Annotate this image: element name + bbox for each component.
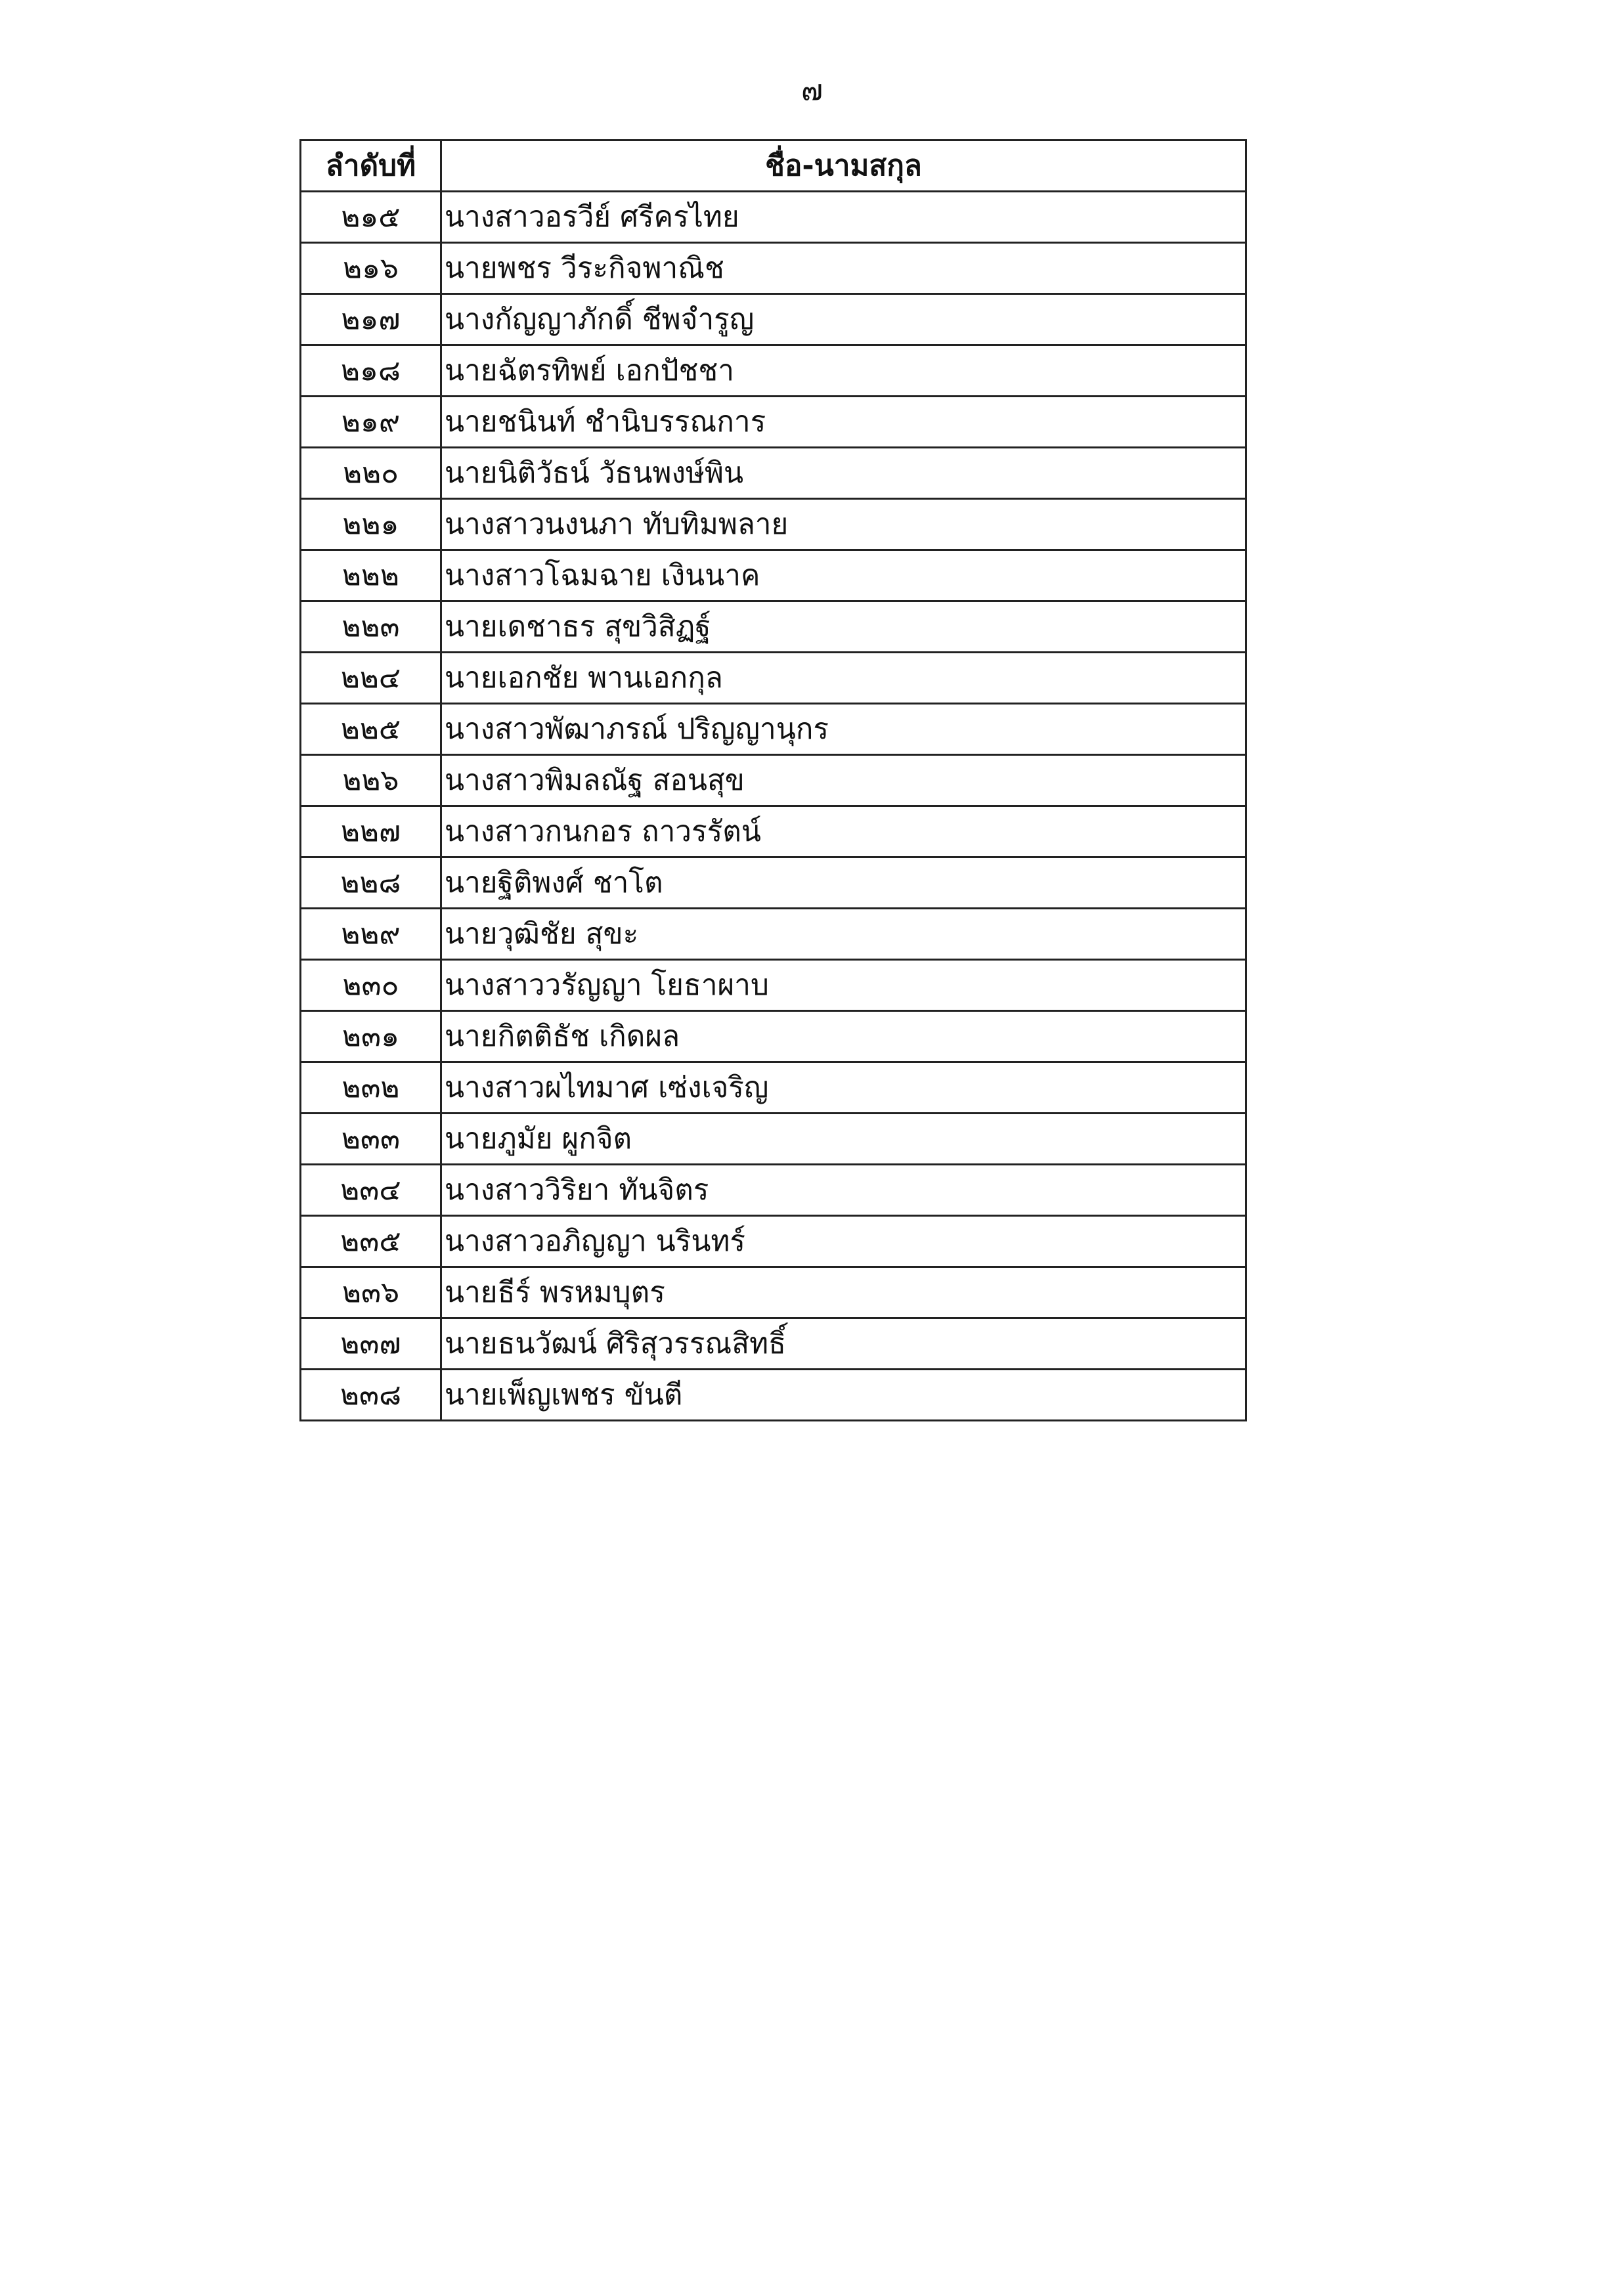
row-seq: ๒๒๐ — [301, 448, 441, 499]
table-row — [301, 550, 1246, 601]
table-row — [301, 755, 1246, 806]
table-row — [301, 1267, 1246, 1318]
table-row — [301, 909, 1246, 960]
table-row — [301, 1062, 1246, 1114]
row-seq: ๒๓๒ — [301, 1062, 441, 1114]
row-seq: ๒๓๗ — [301, 1318, 441, 1370]
row-seq: ๒๓๖ — [301, 1267, 441, 1318]
row-seq: ๒๓๕ — [301, 1216, 441, 1267]
row-name: นายวุฒิชัย สุขะ — [441, 909, 1246, 960]
page-number: ๗ — [801, 74, 823, 107]
row-name: นายเดชาธร สุขวิสิฏฐ์ — [441, 601, 1246, 653]
row-name: นายเอกชัย พานเอกกุล — [441, 653, 1246, 704]
row-name: นางสาวโฉมฉาย เงินนาค — [441, 550, 1246, 601]
row-name: นางสาววิริยา ทันจิตร — [441, 1165, 1246, 1216]
row-name: นางสาวพัฒาภรณ์ ปริญญานุกร — [441, 704, 1246, 755]
row-name: นายฐิติพงศ์ ชาโต — [441, 857, 1246, 909]
row-name: นางสาววรัญญา โยธาผาบ — [441, 960, 1246, 1011]
row-seq: ๒๒๖ — [301, 755, 441, 806]
row-name: นางสาวอรวีย์ ศรีครไทย — [441, 192, 1246, 243]
row-seq: ๒๒๑ — [301, 499, 441, 550]
row-name: นายธนวัฒน์ ศิริสุวรรณสิทธิ์ — [441, 1318, 1246, 1370]
table-row — [301, 1216, 1246, 1267]
table-row — [301, 1370, 1246, 1421]
header-seq: ลำดับที่ — [301, 141, 441, 192]
table-row — [301, 192, 1246, 243]
table-row — [301, 345, 1246, 397]
row-name: นายธีร์ พรหมบุตร — [441, 1267, 1246, 1318]
row-name: นายชนินท์ ชำนิบรรณการ — [441, 397, 1246, 448]
row-seq: ๒๑๘ — [301, 345, 441, 397]
row-seq: ๒๑๖ — [301, 243, 441, 294]
table-row — [301, 1114, 1246, 1165]
row-seq: ๒๑๕ — [301, 192, 441, 243]
row-name: นางสาวพิมลณัฐ สอนสุข — [441, 755, 1246, 806]
row-seq: ๒๒๒ — [301, 550, 441, 601]
table-row — [301, 1011, 1246, 1062]
row-name: นายพชร วีระกิจพาณิช — [441, 243, 1246, 294]
header-name: ชื่อ-นามสกุล — [441, 141, 1246, 192]
row-name: นายนิติวัธน์ วัธนพงษ์พิน — [441, 448, 1246, 499]
table-row — [301, 397, 1246, 448]
table-row — [301, 601, 1246, 653]
table-row — [301, 653, 1246, 704]
table-row — [301, 806, 1246, 857]
name-list-table — [299, 139, 1247, 1421]
row-seq: ๒๑๙ — [301, 397, 441, 448]
table-row — [301, 243, 1246, 294]
row-seq: ๒๑๗ — [301, 294, 441, 345]
row-seq: ๒๒๓ — [301, 601, 441, 653]
table-row — [301, 1165, 1246, 1216]
table-row — [301, 704, 1246, 755]
table-row — [301, 1318, 1246, 1370]
row-name: นางกัญญาภักดิ์ ชีพจำรูญ — [441, 294, 1246, 345]
row-name: นางสาวนงนภา ทับทิมพลาย — [441, 499, 1246, 550]
row-name: นายกิตติธัช เกิดผล — [441, 1011, 1246, 1062]
row-seq: ๒๓๓ — [301, 1114, 441, 1165]
row-name: นายเพ็ญเพชร ขันตี — [441, 1370, 1246, 1421]
row-seq: ๒๒๗ — [301, 806, 441, 857]
row-name: นางสาวอภิญญา นรินทร์ — [441, 1216, 1246, 1267]
table-row — [301, 857, 1246, 909]
row-seq: ๒๒๔ — [301, 653, 441, 704]
table-header-row — [301, 141, 1246, 192]
row-seq: ๒๒๙ — [301, 909, 441, 960]
row-name: นางสาวกนกอร ถาวรรัตน์ — [441, 806, 1246, 857]
row-seq: ๒๓๑ — [301, 1011, 441, 1062]
table-row — [301, 448, 1246, 499]
table-row — [301, 960, 1246, 1011]
row-name: นายภูมัย ผูกจิต — [441, 1114, 1246, 1165]
row-seq: ๒๓๔ — [301, 1165, 441, 1216]
table-row — [301, 294, 1246, 345]
row-seq: ๒๓๘ — [301, 1370, 441, 1421]
row-name: นายฉัตรทิพย์ เอกปัชชา — [441, 345, 1246, 397]
row-seq: ๒๒๘ — [301, 857, 441, 909]
row-seq: ๒๒๕ — [301, 704, 441, 755]
table-row — [301, 499, 1246, 550]
row-name: นางสาวผไทมาศ เซ่งเจริญ — [441, 1062, 1246, 1114]
row-seq: ๒๓๐ — [301, 960, 441, 1011]
